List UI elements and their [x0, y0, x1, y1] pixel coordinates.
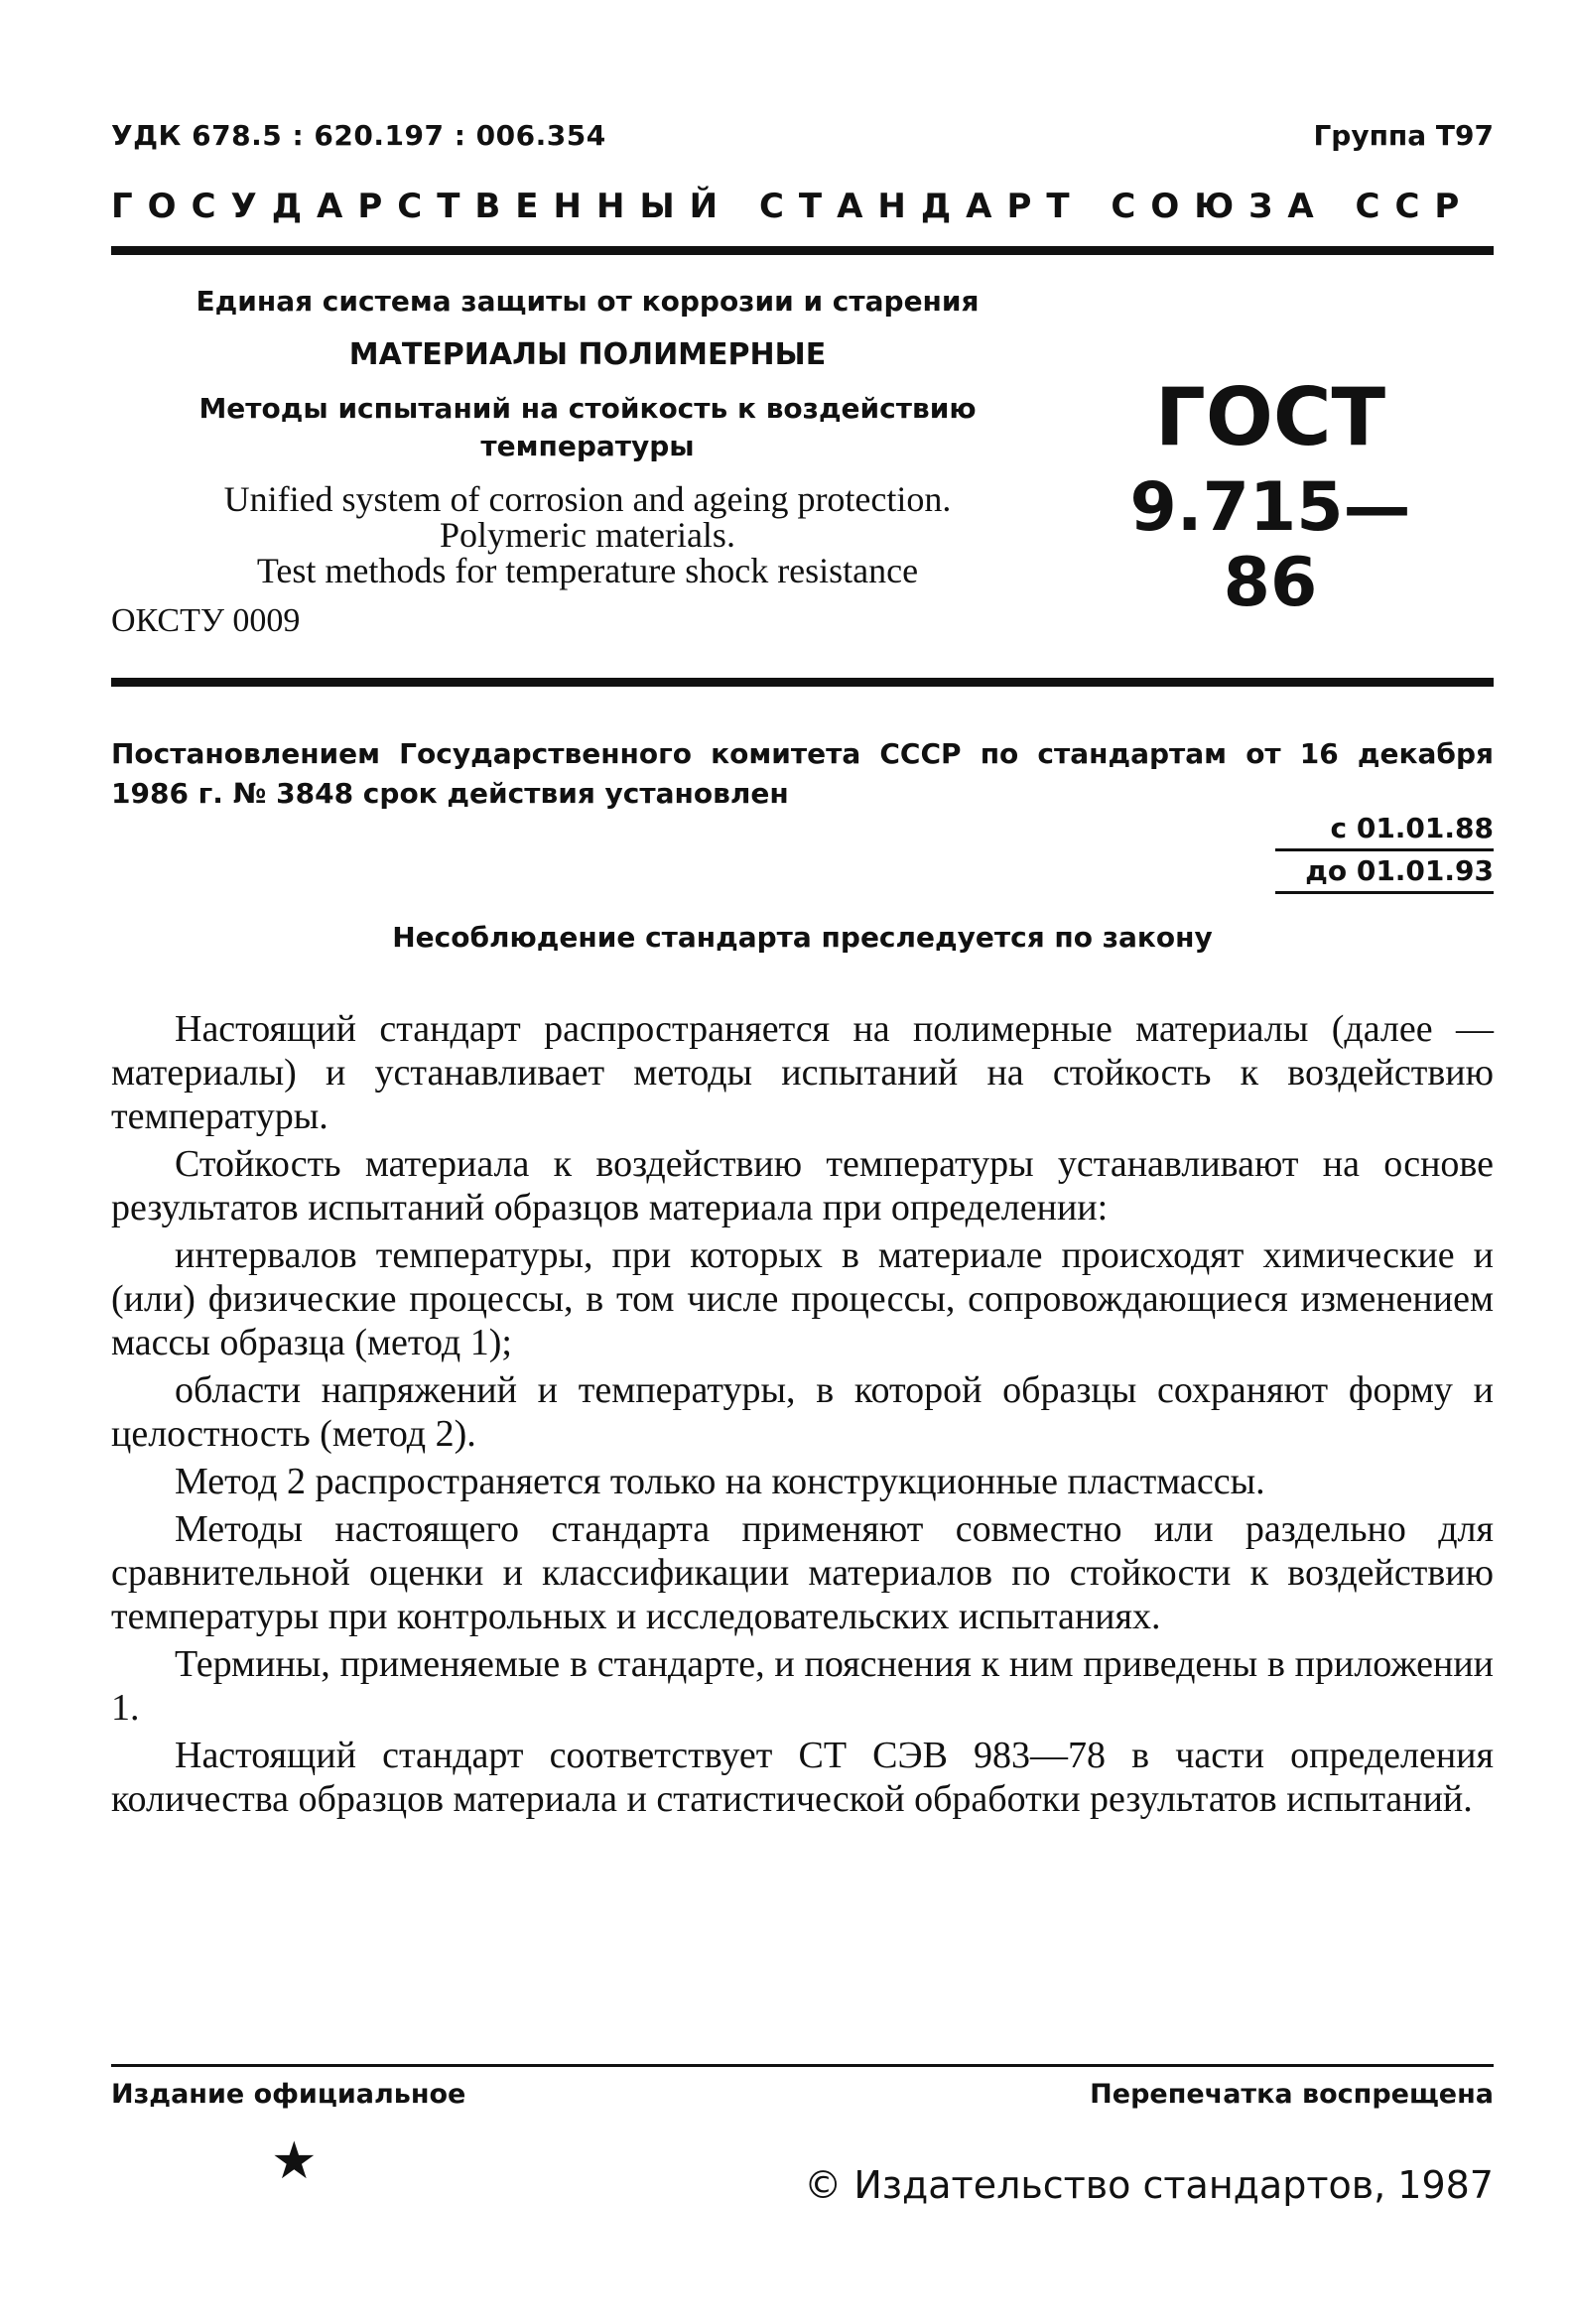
gost-number: 9.715—86	[1129, 468, 1411, 622]
paragraph-4: области напряжений и температуры, в которой образцы сохраняют форму и целостность (метод 2).	[111, 1369, 1494, 1455]
penalty-note: Несоблюдение стандарта преследуется по закону	[392, 921, 1213, 954]
title-en-line2: Polymeric materials.	[440, 515, 735, 555]
gost-label: ГОСТ	[1154, 371, 1386, 463]
paragraph-8: Настоящий стандарт соответствует СТ СЭВ 983—78 в части определения количества образцов материала и статистической обработки результатов испытаний.	[111, 1735, 1494, 1820]
star-icon: ★	[271, 2131, 318, 2191]
paragraph-1: Настоящий стандарт распространяется на полимерные материалы (далее — материалы) и устанавливает методы испытаний на стойкость к воздействию температуры.	[111, 1008, 1494, 1137]
materials-title: МАТЕРИАЛЫ ПОЛИМЕРНЫЕ	[348, 337, 827, 372]
methods-title-ru	[111, 390, 1064, 465]
date-from: с 01.01.88	[1275, 809, 1494, 851]
state-standard-heading: ГОСУДАРСТВЕННЫЙ СТАНДАРТ СОЮЗА ССР	[111, 187, 1475, 226]
title-en-line3: Test methods for temperature shock resistance	[256, 551, 919, 590]
paragraph-6: Методы настоящего стандарта применяют совместно или раздельно для сравнительной оценки и классификации материалов по стойкости к воздействию температуры при контрольных и исследовательских испытаниях.	[111, 1508, 1494, 1637]
paragraph-7: Термины, применяемые в стандарте, и пояснения к ним приведены в приложении 1.	[111, 1643, 1494, 1729]
methods-title-ru-line1: Методы испытаний на стойкость к воздействию	[198, 392, 977, 425]
header-bottom-rule	[111, 678, 1494, 687]
methods-title-ru-line2: температуры	[480, 430, 695, 462]
publisher-note: © Издательство стандартов, 1987	[804, 2163, 1494, 2207]
title-en-line1: Unified system of corrosion and ageing protection.	[223, 479, 952, 519]
body-text	[111, 1007, 1494, 1825]
footer-rule	[111, 2064, 1494, 2067]
gost-designation	[1092, 371, 1449, 622]
okstu-code: ОКСТУ 0009	[111, 602, 301, 639]
system-title: Единая система защиты от коррозии и старения	[196, 285, 980, 318]
validity-dates	[1275, 809, 1494, 894]
paragraph-2: Стойкость материала к воздействию температуры устанавливают на основе результатов испытаний образцов материала при определении:	[111, 1143, 1494, 1228]
reprint-note: Перепечатка воспрещена	[1090, 2079, 1494, 2110]
title-block	[111, 283, 1064, 640]
group-code: Группа Т97	[1313, 119, 1494, 152]
date-to: до 01.01.93	[1275, 851, 1494, 894]
decree-text: Постановлением Государственного комитета СССР по стандартам от 16 декабря 1986 г. № 3848 срок действия установлен	[111, 737, 1494, 810]
edition-note: Издание официальное	[111, 2079, 466, 2110]
paragraph-3: интервалов температуры, при которых в материале происходят химические и (или) физические процессы, в том числе процессы, сопровождающиеся изменением массы образца (метод 1);	[111, 1234, 1494, 1363]
udk-code: УДК 678.5 : 620.197 : 006.354	[111, 119, 606, 152]
paragraph-5: Метод 2 распространяется только на конструкционные пластмассы.	[175, 1461, 1265, 1502]
top-thick-rule	[111, 246, 1494, 255]
